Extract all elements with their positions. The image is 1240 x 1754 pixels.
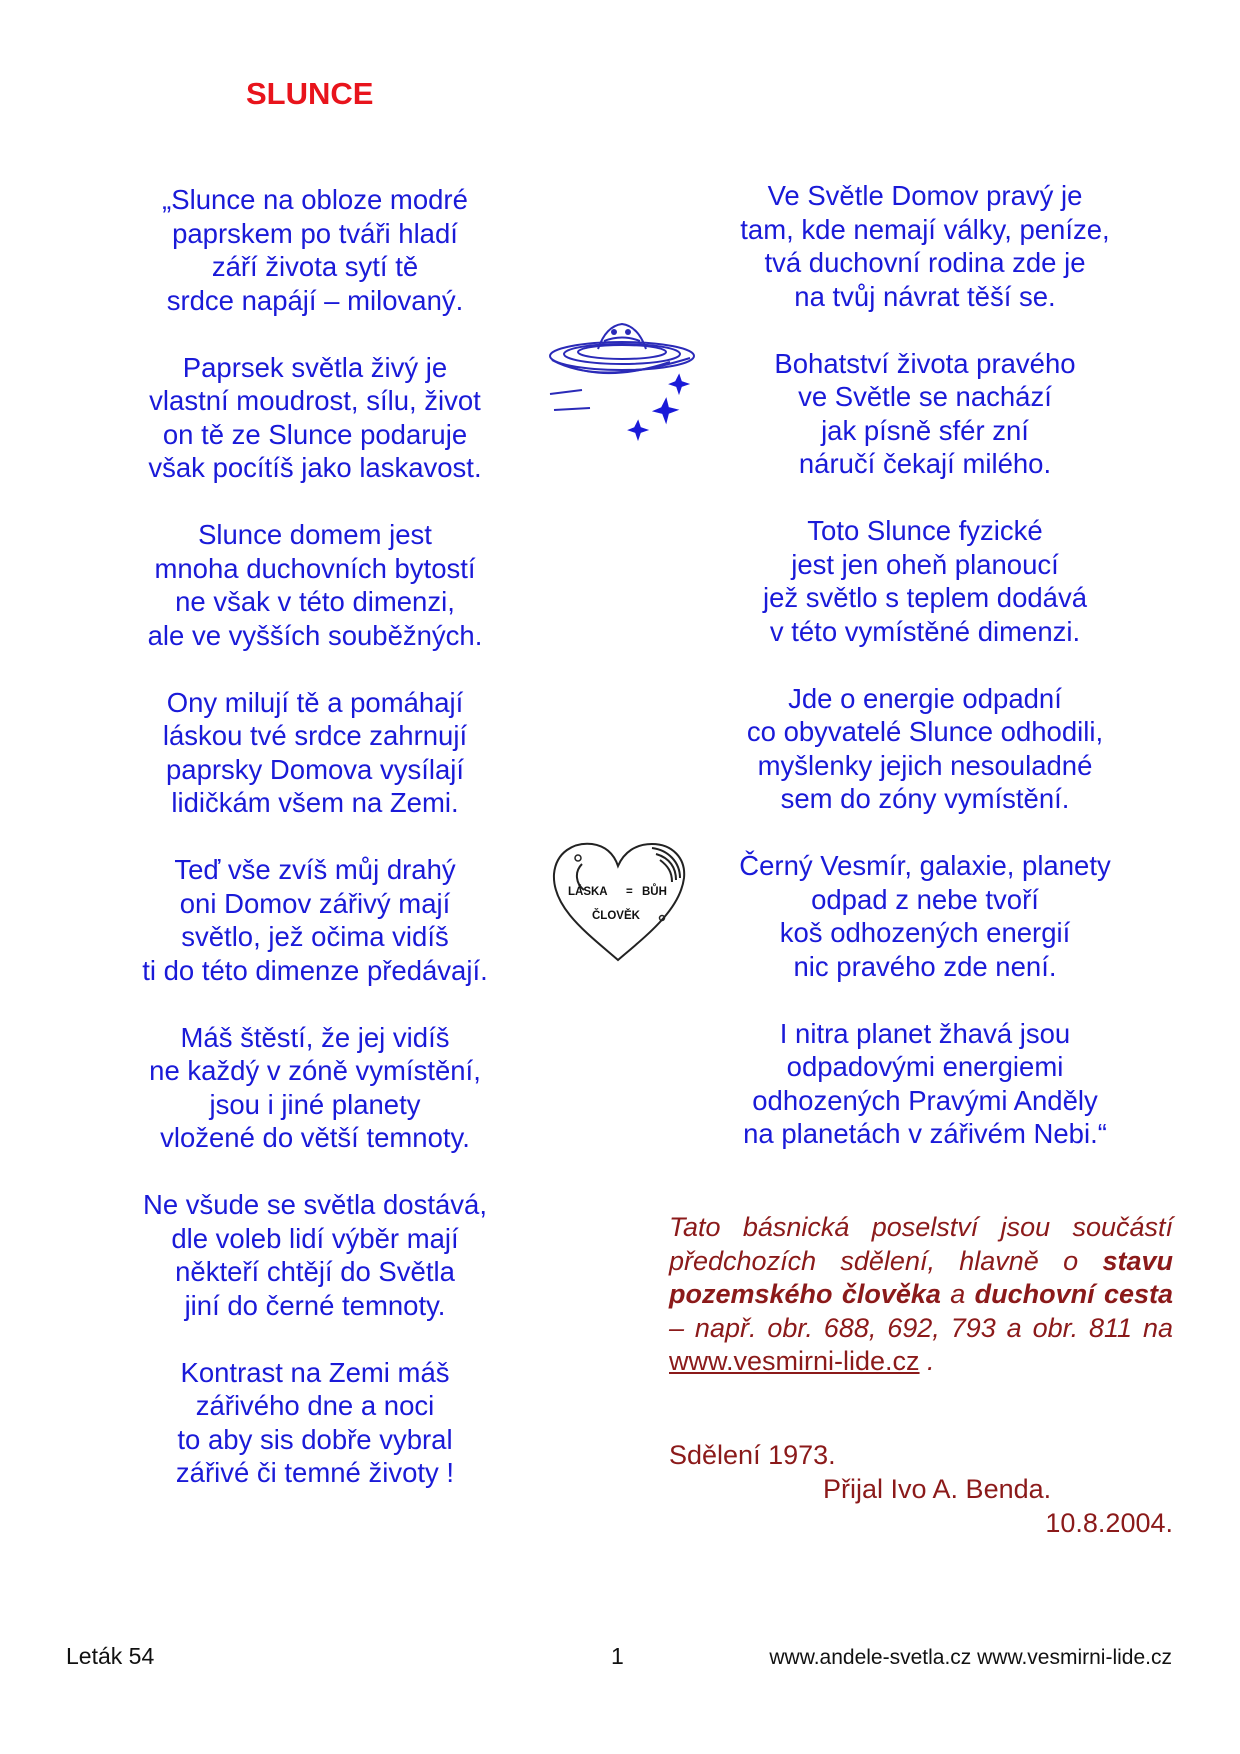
- poem-line: někteří chtějí do Světla: [175, 1256, 455, 1287]
- poem-line: lidičkám všem na Zemi.: [171, 787, 459, 818]
- poem-stanza: [85, 351, 545, 485]
- poem-line: Ve Světle Domov pravý je: [767, 180, 1083, 211]
- poem-line: v této vymístěné dimenzi.: [769, 615, 1081, 647]
- note-paragraph: [669, 1211, 1173, 1379]
- poem-line: co obyvatelé Slunce odhodili,: [746, 716, 1104, 747]
- heart-label-equals: =: [626, 886, 633, 898]
- poem-line: vložené do větší temnoty.: [160, 1122, 470, 1153]
- footer-websites: www.andele-svetla.cz www.vesmirni-lide.cz: [769, 1646, 1172, 1669]
- poem-line: zářivého dne a noci: [195, 1390, 435, 1421]
- poem-line: Ony milují tě a pomáhají: [166, 686, 464, 718]
- poem-line: jež světlo s teplem dodává: [762, 582, 1088, 613]
- poem-line: ne však v této dimenzi,: [175, 586, 455, 617]
- poem-line: jiní do černé temnoty.: [184, 1289, 446, 1321]
- poem-stanza: [85, 1356, 545, 1490]
- poem-line: však pocítíš jako laskavost.: [148, 452, 482, 483]
- ufo-icon: [540, 316, 700, 446]
- poem-line: „Slunce na obloze modré: [162, 184, 468, 215]
- poem-right-column: [695, 179, 1155, 1184]
- poem-line: odpad z nebe tvoří: [811, 883, 1039, 915]
- poem-stanza: [85, 686, 545, 820]
- poem-stanza: [695, 179, 1155, 313]
- heart-label-god: BŮH: [642, 886, 667, 898]
- poem-line: na planetách v zářivém Nebi.“: [743, 1118, 1107, 1149]
- poem-line: tam, kde nemají války, peníze,: [740, 213, 1110, 245]
- signature-line-2: Přijal Ivo A. Benda.: [823, 1474, 1052, 1504]
- poem-line: Slunce domem jest: [198, 519, 432, 550]
- poem-stanza: [85, 183, 545, 317]
- poem-line: to aby sis dobře vybral: [177, 1423, 453, 1455]
- poem-line: ve Světle se nachází: [798, 381, 1052, 412]
- poem-line: Teď vše zvíš můj drahý: [174, 854, 456, 885]
- poem-line: jsou i jiné planety: [209, 1088, 421, 1120]
- footer-leaflet-number: Leták 54: [66, 1643, 155, 1669]
- poem-line: on tě ze Slunce podaruje: [162, 418, 468, 450]
- poem-line: Paprsek světla živý je: [182, 351, 448, 383]
- heart-emblem: [548, 838, 692, 968]
- poem-line: koš odhozených energií: [779, 917, 1071, 948]
- poem-line: Kontrast na Zemi máš: [180, 1356, 450, 1388]
- poem-line: láskou tvé srdce zahrnují: [162, 720, 468, 751]
- heart-icon: [548, 838, 692, 968]
- poem-left-column: [85, 183, 545, 1523]
- poem-stanza: [695, 849, 1155, 983]
- poem-stanza: [695, 514, 1155, 648]
- poem-line: odhozených Pravými Anděly: [752, 1084, 1098, 1116]
- heart-label-love: LÁSKA: [568, 886, 608, 898]
- poem-line: na tvůj návrat těší se.: [794, 280, 1056, 312]
- note-text-3: – např. obr. 688, 692, 793 a obr. 811 na: [669, 1312, 1173, 1343]
- poem-line: tvá duchovní rodina zde je: [764, 247, 1086, 278]
- poem-line: Černý Vesmír, galaxie, planety: [739, 850, 1111, 881]
- poem-line: myšlenky jejich nesouladné: [757, 749, 1093, 781]
- poem-stanza: [85, 853, 545, 987]
- poem-line: ti do této dimenze předávají.: [142, 954, 488, 986]
- poem-stanza: [85, 1021, 545, 1155]
- poem-line: Máš štěstí, že jej vidíš: [180, 1021, 450, 1053]
- poem-stanza: [85, 1188, 545, 1322]
- poem-line: ale ve vyšších souběžných.: [147, 619, 483, 651]
- poem-line: ne každý v zóně vymístění,: [149, 1055, 481, 1086]
- note-text-4: .: [919, 1346, 935, 1376]
- poem-line: zářivé či temné životy !: [175, 1457, 455, 1488]
- poem-line: Bohatství života pravého: [774, 347, 1076, 379]
- poem-line: nic pravého zde není.: [793, 950, 1057, 982]
- note-text-1: Tato básnická poselství jsou součástí předchozích sdělení, hlavně o: [669, 1212, 1173, 1276]
- poem-stanza: [695, 1017, 1155, 1151]
- poem-line: mnoha duchovních bytostí: [154, 552, 476, 584]
- note-text-2: a: [940, 1279, 975, 1309]
- poem-stanza: [85, 518, 545, 652]
- note-bold-1: stavu pozemského člověka: [669, 1245, 1173, 1309]
- poem-stanza: [695, 347, 1155, 481]
- poem-line: oni Domov zářivý mají: [179, 887, 451, 919]
- poem-line: sem do zóny vymístění.: [780, 783, 1070, 814]
- poem-stanza: [695, 682, 1155, 816]
- poem-line: září života sytí tě: [211, 251, 419, 282]
- poem-line: jest jen oheň planoucí: [791, 548, 1059, 580]
- poem-line: Toto Slunce fyzické: [807, 515, 1043, 546]
- poem-line: jak písně sfér zní: [821, 414, 1029, 446]
- poem-line: vlastní moudrost, sílu, život: [149, 385, 481, 416]
- poem-line: náručí čekají milého.: [798, 448, 1052, 479]
- footer-page-number: 1: [611, 1643, 624, 1669]
- poem-line: I nitra planet žhavá jsou: [779, 1017, 1071, 1049]
- note-link[interactable]: www.vesmirni-lide.cz: [669, 1346, 920, 1376]
- poem-line: paprskem po tváři hladí: [172, 217, 458, 249]
- heart-label-human: ČLOVĚK: [592, 910, 640, 922]
- poem-line: Ne všude se světla dostává,: [143, 1189, 487, 1220]
- page-title: SLUNCE: [246, 76, 374, 111]
- poem-line: srdce napájí – milovaný.: [166, 284, 464, 316]
- poem-line: dle voleb lidí výběr mají: [171, 1222, 459, 1254]
- signature-line-1: Sdělení 1973.: [669, 1440, 836, 1470]
- note-bold-2: duchovní cesta: [974, 1279, 1173, 1309]
- poem-line: Jde o energie odpadní: [788, 682, 1062, 714]
- signature-date: 10.8.2004.: [1045, 1508, 1173, 1538]
- poem-line: paprsky Domova vysílají: [165, 753, 464, 785]
- poem-line: odpadovými energiemi: [786, 1051, 1064, 1082]
- poem-line: světlo, jež očima vidíš: [181, 921, 449, 952]
